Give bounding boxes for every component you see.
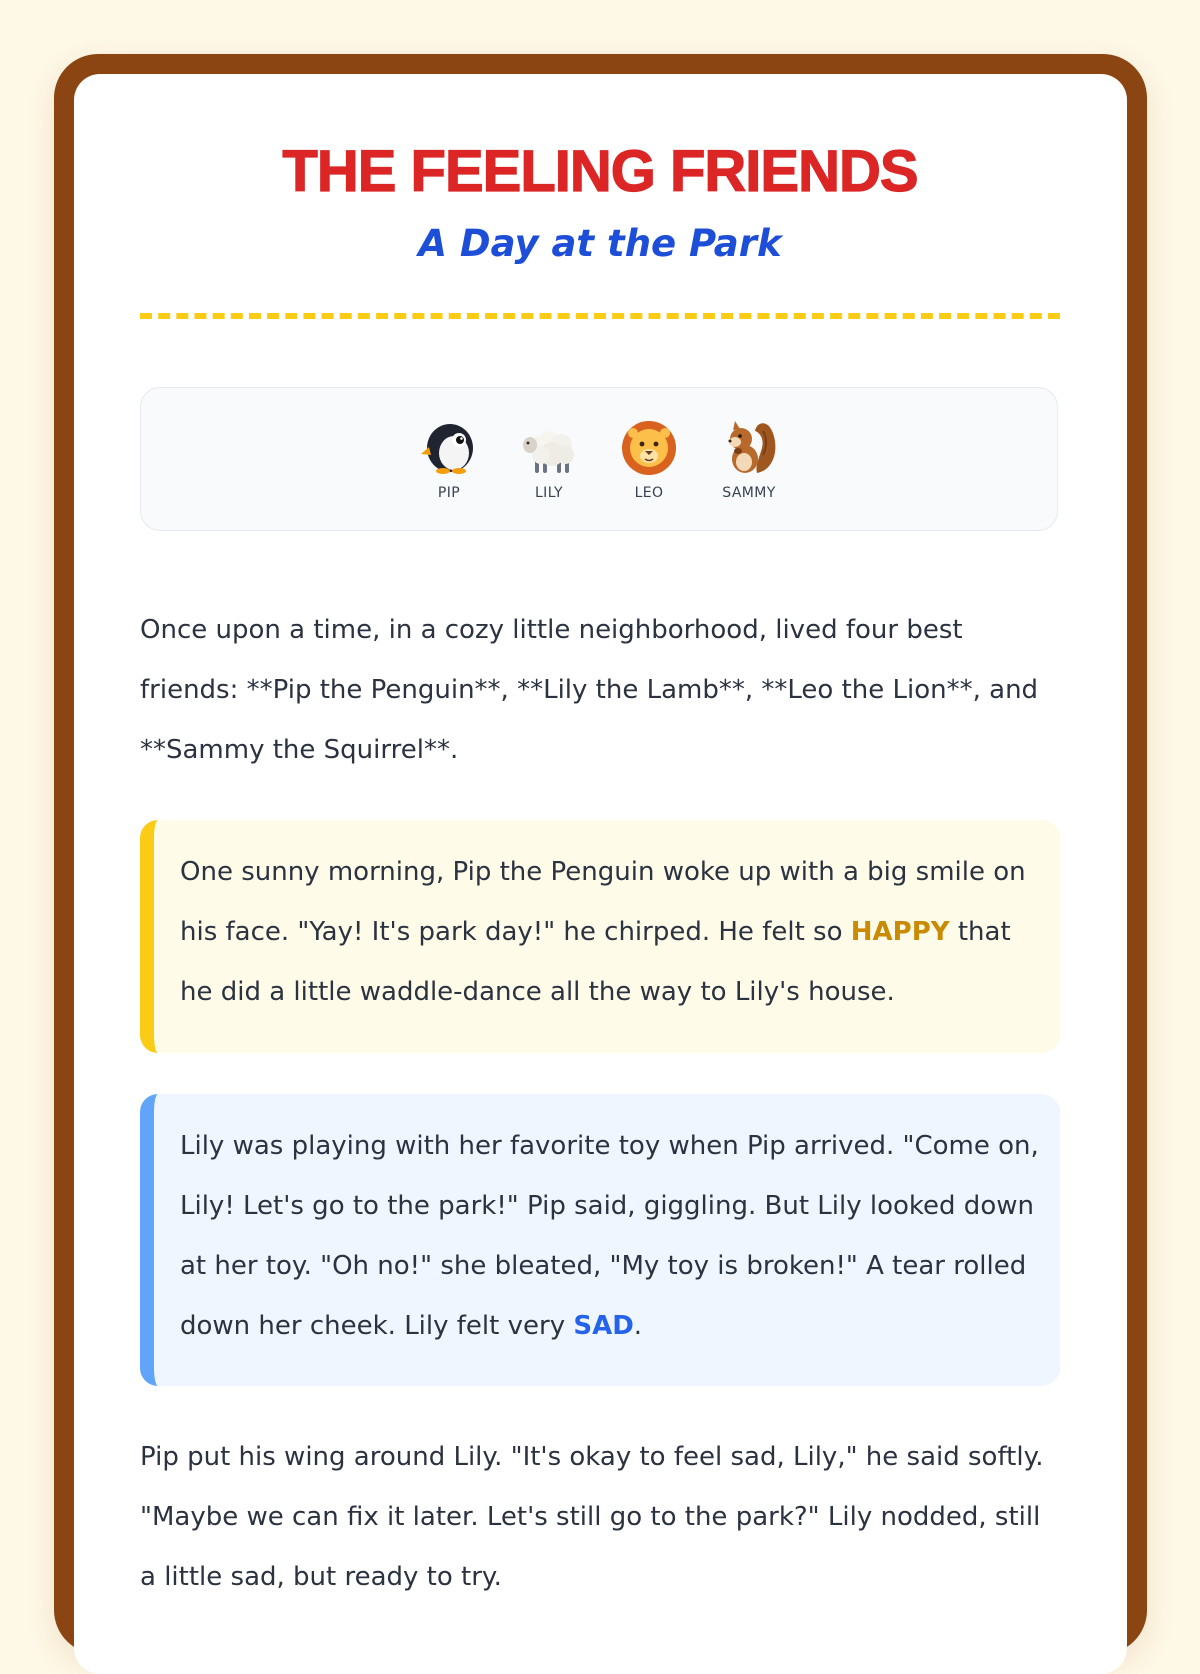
penguin-icon (419, 417, 479, 477)
character-leo (617, 417, 681, 501)
story-outro-paragraph: Pip put his wing around Lily. "It's okay to feel sad, Lily," he said softly. "Maybe we can fix it later. Let's still go to the park?" Lily nodded, still a little sad, but ready to try. (140, 1442, 1044, 1592)
character-name-lily: LILY (534, 485, 564, 501)
emotion-word-sad: SAD (573, 1311, 634, 1341)
character-pip (417, 417, 481, 501)
happy-text-before: One sunny morning, Pip the Penguin woke up with a big smile on his face. "Yay! It's park day!" he chirped. He felt so (180, 857, 1026, 947)
happy-callout-text (180, 842, 1030, 1022)
page-title: THE FEELING FRIENDS (282, 139, 918, 204)
sad-callout-text (180, 1116, 1044, 1356)
lion-icon (619, 417, 679, 477)
story-intro-paragraph: Once upon a time, in a cozy little neighborhood, lived four best friends: **Pip the Penguin**, **Lily the Lamb**, **Leo the Lion**, and **Sammy the Squirrel**. (140, 615, 1039, 765)
character-sammy (717, 417, 781, 501)
character-name-leo: LEO (634, 485, 664, 501)
sad-text-after: . (633, 1311, 643, 1341)
emotion-word-happy: HAPPY (850, 917, 950, 947)
story-subtitle: A Day at the Park (418, 222, 782, 265)
character-name-sammy: SAMMY (722, 485, 776, 501)
title-divider (140, 313, 1060, 319)
sad-text-before: Lily was playing with her favorite toy when Pip arrived. "Come on, Lily! Let's go to the park!" Pip said, giggling. But Lily looked down at her toy. "Oh no!" she bleated, "My toy is broken!" A tear rolled down her cheek. Lily felt very (180, 1131, 1039, 1341)
character-name-pip: PIP (437, 485, 461, 501)
happy-callout (140, 820, 1060, 1053)
sad-callout (140, 1094, 1060, 1386)
happy-text-after: that he did a little waddle-dance all the way to Lily's house. (180, 917, 1011, 1007)
character-cast-panel (140, 387, 1058, 531)
character-lily (517, 417, 581, 501)
squirrel-icon (719, 417, 779, 477)
lamb-icon (519, 417, 579, 477)
